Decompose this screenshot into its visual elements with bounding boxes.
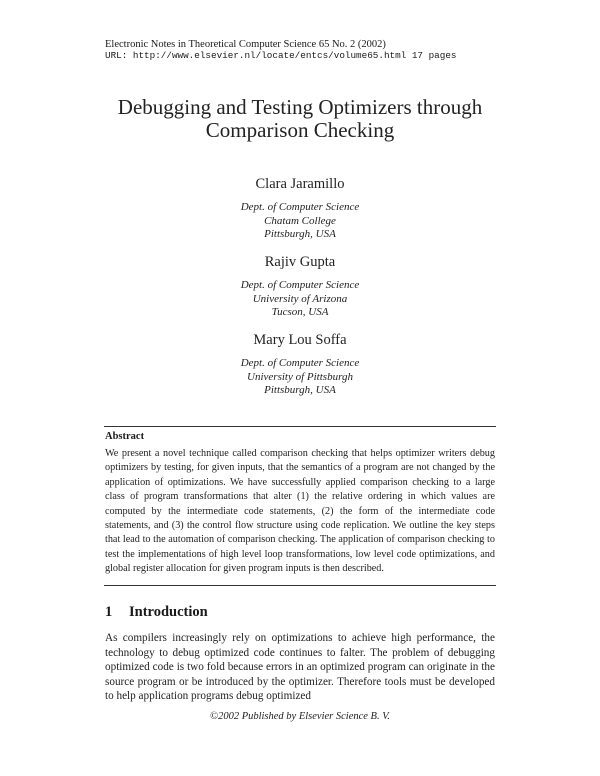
copyright-text: 2002 Published by Elsevier Science B. V. — [218, 711, 390, 722]
affiliation-line: Chatam College — [264, 214, 336, 227]
author-affiliation — [100, 201, 500, 242]
affiliation-line: Dept. of Computer Science — [240, 279, 360, 291]
affiliation-line: Pittsburgh, USA — [264, 228, 336, 240]
abstract-heading: Abstract — [105, 431, 145, 442]
affiliation-line: University of Arizona — [252, 292, 348, 305]
introduction-text: As compilers increasingly rely on optimizations to achieve high performance, the technology to debug optimized code continues to falter. The problem of debugging optimized code is two fold because errors in an optimized program can originate in the source program or be introduced by the optimizer. Therefore tools must be developed to help application programs debug optimized — [105, 632, 495, 703]
journal-url: URL: http://www.elsevier.nl/locate/entcs/volume65.html 17 pages — [105, 50, 457, 61]
journal-citation: Electronic Notes in Theoretical Computer Science 65 No. 2 (2002) — [105, 39, 386, 50]
author-name: Mary Lou Soffa — [253, 332, 347, 348]
section-heading — [105, 604, 208, 621]
copyright-icon: © — [210, 711, 219, 722]
section-number: 1 — [105, 604, 113, 620]
affiliation-line: Dept. of Computer Science — [240, 357, 360, 369]
affiliation-line: Tucson, USA — [271, 306, 329, 318]
section-title: Introduction — [129, 604, 208, 620]
author-name: Clara Jaramillo — [255, 176, 345, 192]
abstract-text: We present a novel technique called comparison checking that helps optimizer writers debug optimizers by testing, for given inputs, that the semantics of a program are not changed by the application of optimizations. We have successfully applied comparison checking to a large class of program transformations that alter (1) the relative ordering in which values are computed by the intermediate code statements, (2) the form of the intermediate code statements, and (3) the control flow structure using code replication. We outline the key steps that lead to the automation of comparison checking. The application of comparison checking to test the implementations of high level loop transformations, low level code optimizations, and global register allocation for given program inputs is then described. — [105, 448, 495, 575]
abstract-top-rule — [104, 426, 496, 427]
title-line-1: Debugging and Testing Optimizers through — [117, 95, 483, 119]
affiliation-line: Pittsburgh, USA — [264, 384, 336, 396]
copyright-footer — [100, 711, 500, 722]
paper-title — [80, 96, 520, 142]
title-line-2: Comparison Checking — [205, 118, 395, 142]
affiliation-line: Dept. of Computer Science — [240, 201, 360, 213]
author-affiliation — [100, 279, 500, 320]
author-affiliation — [100, 357, 500, 398]
affiliation-line: University of Pittsburgh — [247, 370, 353, 383]
author-name: Rajiv Gupta — [264, 254, 336, 270]
abstract-bottom-rule — [104, 585, 496, 586]
